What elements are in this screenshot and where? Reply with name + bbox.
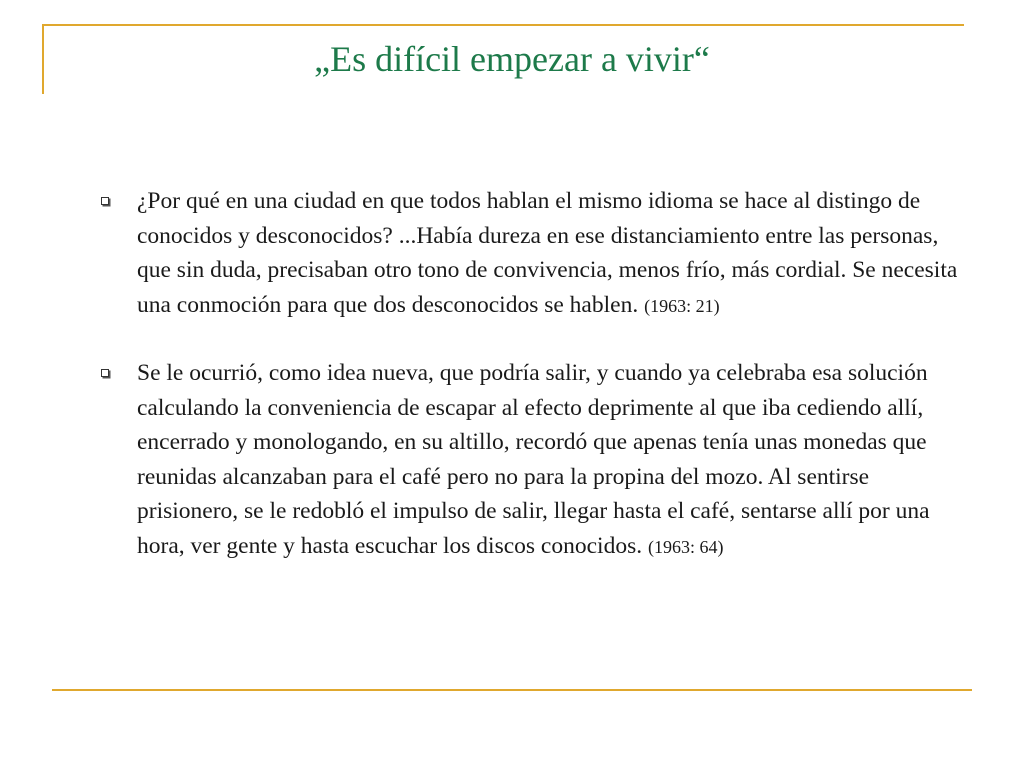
bullet-item-2 <box>100 356 970 564</box>
slide-title: „Es difícil empezar a vivir“ <box>314 39 710 79</box>
slide-body <box>100 184 970 597</box>
bullet-text-1: ¿Por qué en una ciudad en que todos hablan el mismo idioma se hace al distingo de conocidos y desconocidos? ...Había dureza en ese distanciamiento entre las personas, que sin duda, precisaban otro tono de convivencia, menos frío, más cordial. Se necesita una conmoción para que dos desconocidos se hablen. <box>137 188 958 318</box>
hollow-square-bullet-icon <box>101 369 109 377</box>
frame-top-line <box>42 24 964 26</box>
bullet-item-1 <box>100 184 970 323</box>
bullet-citation-2: (1963: 64) <box>647 536 724 557</box>
hollow-square-bullet-icon <box>101 197 109 205</box>
bullet-text-2: Se le ocurrió, como idea nueva, que podría salir, y cuando ya celebraba esa solución calculando la conveniencia de escapar al efecto deprimente al que iba cediendo allí, encerrado y monologando, en su altillo, recordó que apenas tenía unas monedas que reunidas alcanzaban para el café pero no para la propina del mozo. Al sentirse prisionero, se le redobló el impulso de salir, llegar hasta el café, sentarse allí por una hora, ver gente y hasta escuchar los discos conocidos. <box>137 360 930 559</box>
frame-bottom-line <box>52 689 972 691</box>
bullet-citation-1: (1963: 21) <box>644 295 720 316</box>
